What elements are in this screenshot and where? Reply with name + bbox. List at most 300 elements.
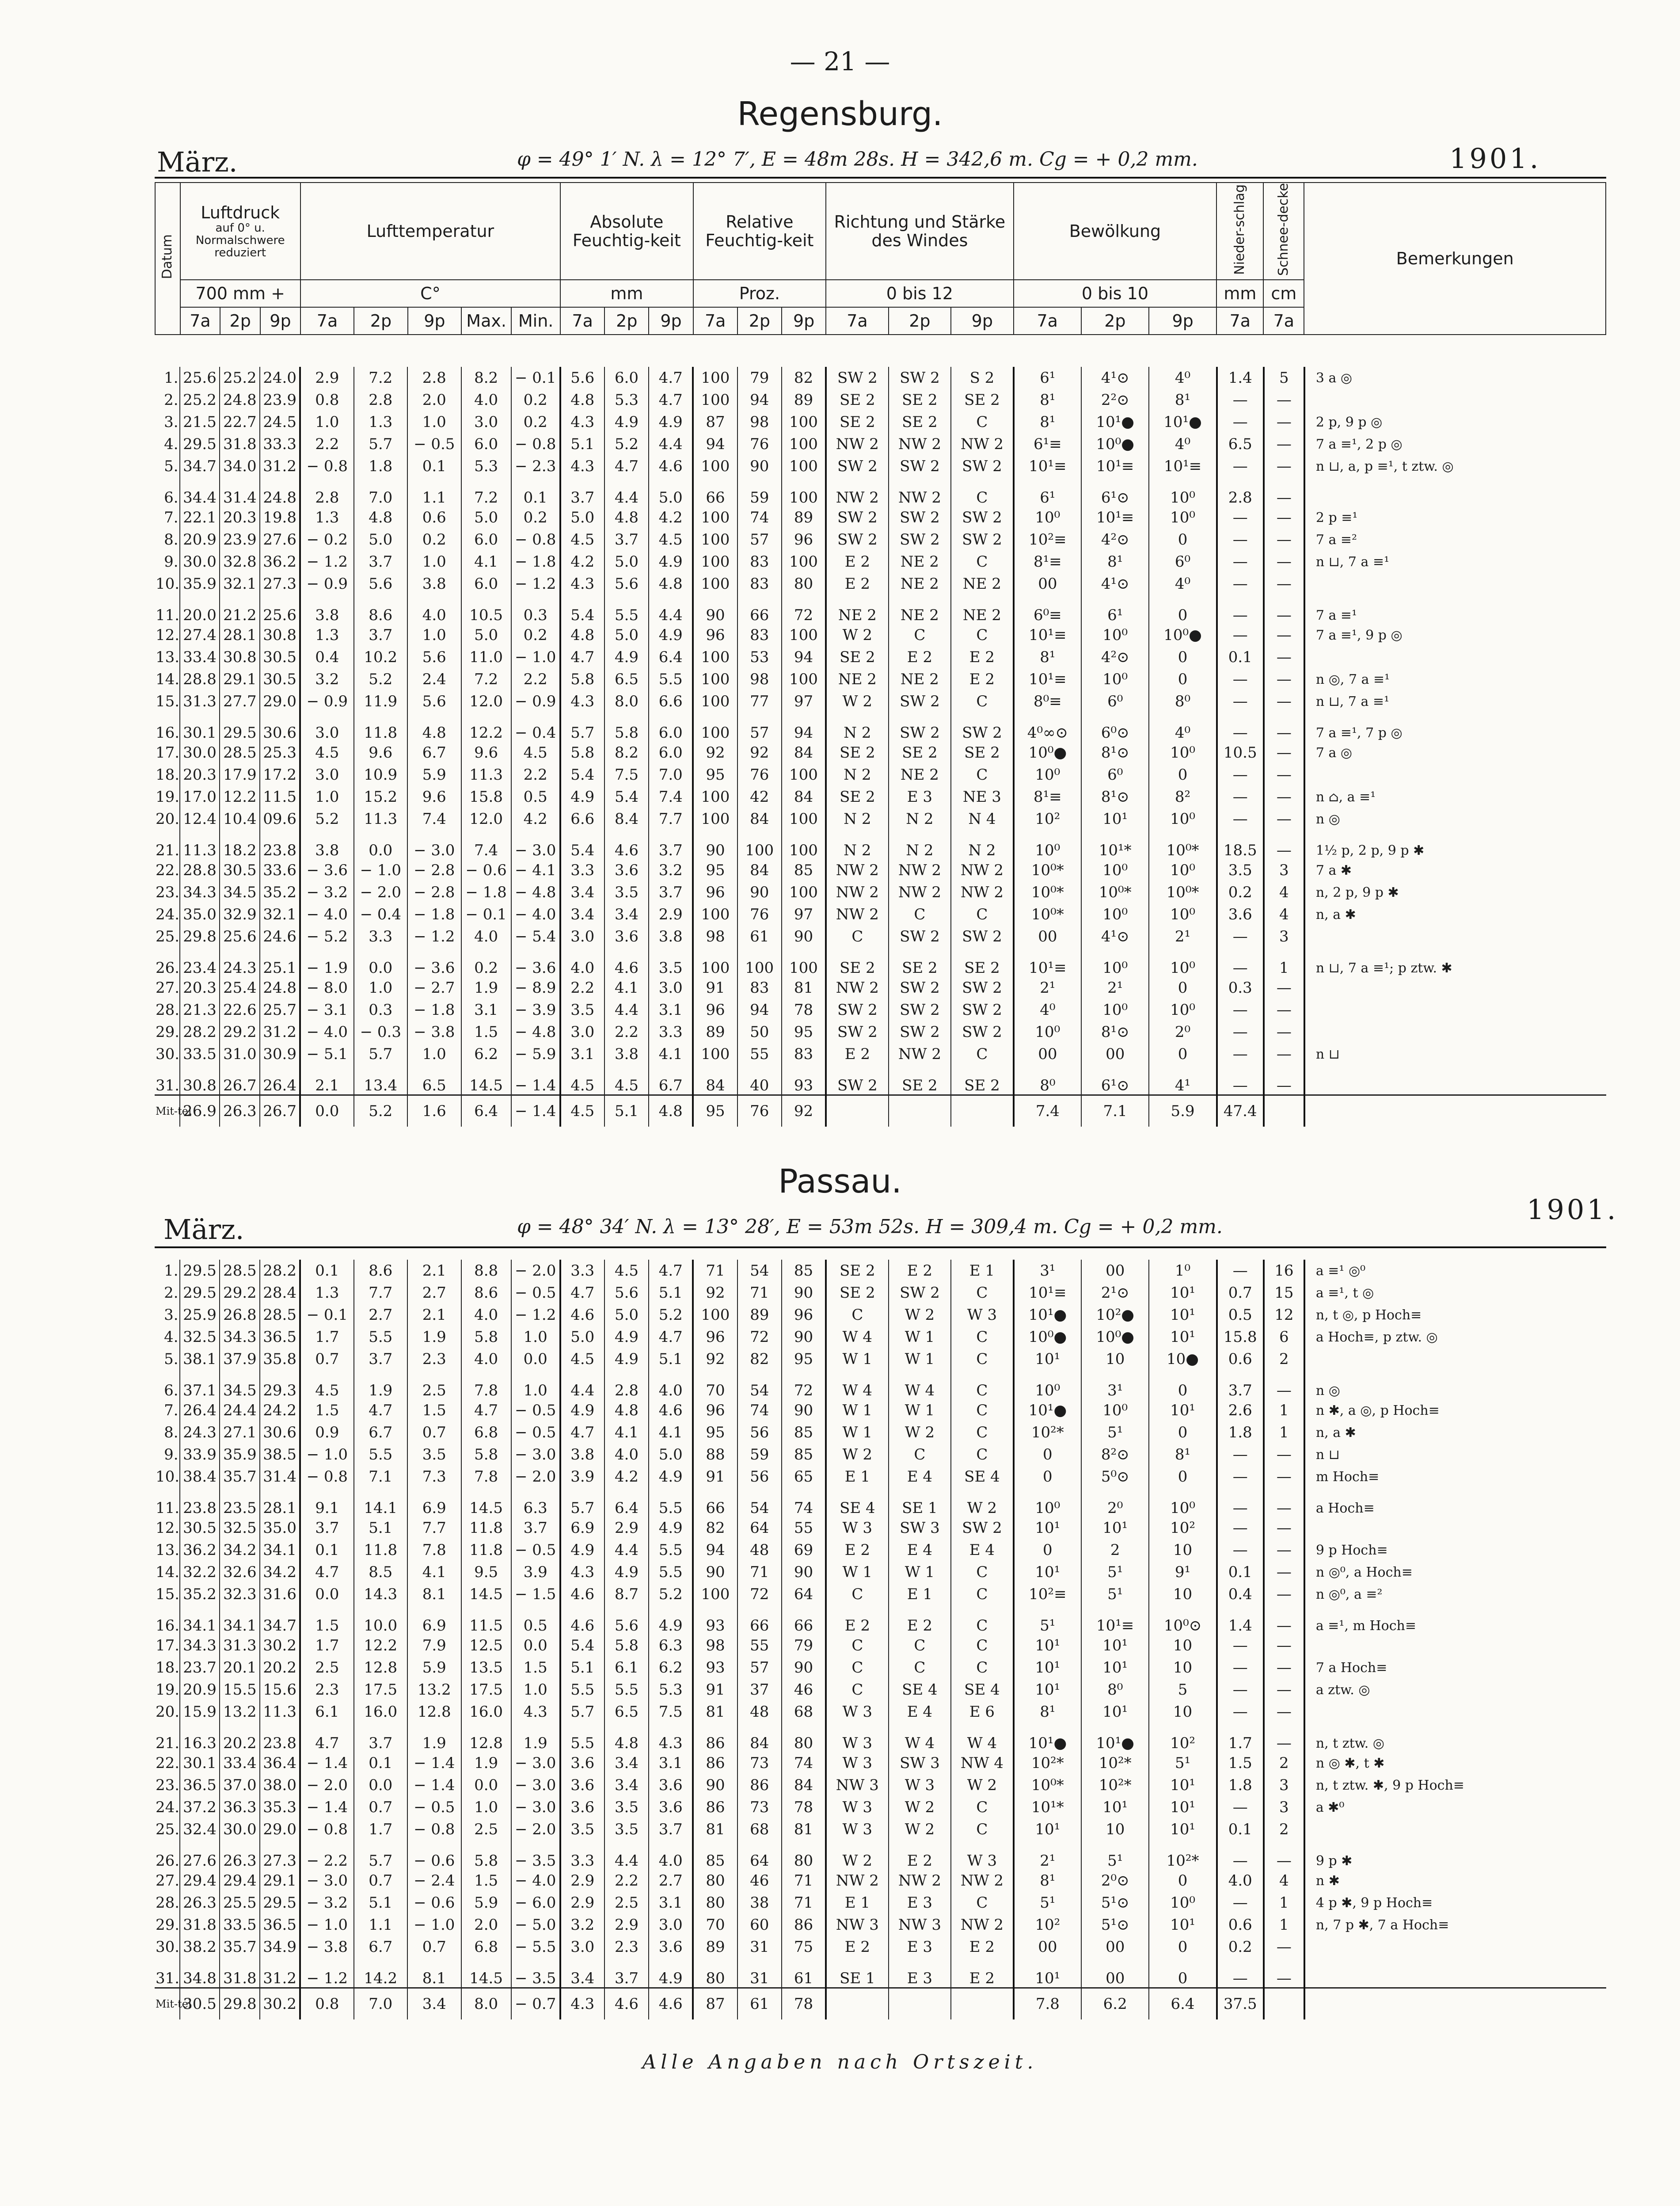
cell-temp-7a: 3.8 bbox=[300, 595, 353, 624]
cell-abs-2p: 8.0 bbox=[604, 690, 649, 712]
cell-day: 12. bbox=[156, 626, 180, 644]
cell-abs-7a: 4.3 bbox=[560, 1561, 604, 1583]
cell-wind-7a: C bbox=[826, 926, 889, 948]
cell-wind-7a: NW 2 bbox=[826, 859, 889, 881]
cell-cloud-9p: 10¹ bbox=[1149, 1774, 1216, 1796]
cell-temp-max: 5.9 bbox=[461, 1892, 511, 1914]
cell-cloud-7a: 10⁰ bbox=[1014, 507, 1081, 529]
cell-wind-2p: W 1 bbox=[889, 1326, 951, 1348]
cell-temp-min: 0.0 bbox=[511, 1348, 560, 1370]
cell-abs-9p: 4.7 bbox=[649, 1260, 693, 1282]
cell-abs-7a: 4.9 bbox=[560, 786, 604, 808]
top-rule bbox=[155, 177, 1606, 179]
cell-rel-2p: 76 bbox=[737, 764, 782, 786]
cell-cloud-7a: 10¹ bbox=[1014, 1958, 1081, 1988]
cell-temp-min: − 3.0 bbox=[511, 1796, 560, 1818]
unit-temp: C° bbox=[300, 280, 560, 307]
cell-wind-9p: C bbox=[951, 477, 1014, 507]
cell-temp-min: − 0.5 bbox=[511, 1399, 560, 1421]
cell-snow: — bbox=[1264, 411, 1304, 433]
cell-wind-7a: W 1 bbox=[826, 1421, 889, 1444]
cell-press-7a: 32.5 bbox=[180, 1326, 220, 1348]
col-9p: 9p bbox=[649, 307, 693, 335]
cell-abs-9p: 5.0 bbox=[649, 477, 693, 507]
cell-snow: 1 bbox=[1264, 1892, 1304, 1914]
cell-remarks: n ◎, 7 a ≡¹ bbox=[1304, 668, 1606, 690]
cell-press-9p: 34.1 bbox=[260, 1539, 300, 1561]
cell-remarks: n ◎ bbox=[1304, 1370, 1606, 1399]
cell-abs-7a: 3.0 bbox=[560, 1021, 604, 1043]
cell-temp-2p: 4.7 bbox=[354, 1399, 407, 1421]
header-absolute-feuchtigkeit: Absolute Feuchtig-keit bbox=[560, 183, 693, 280]
cell-temp-min: − 6.0 bbox=[511, 1892, 560, 1914]
table-row bbox=[155, 477, 1606, 507]
cell-cloud-9p: 5 bbox=[1149, 1679, 1216, 1701]
cell-press-9p: 31.6 bbox=[260, 1583, 300, 1605]
cell-remarks: n ⌂, a ≡¹ bbox=[1304, 786, 1606, 808]
cell-rel-2p: 90 bbox=[737, 455, 782, 477]
col-min: Min. bbox=[511, 307, 560, 335]
cell-day: 24. bbox=[156, 1798, 180, 1816]
cell-temp-9p: 8.1 bbox=[407, 1583, 461, 1605]
cell-wind-2p: W 1 bbox=[889, 1348, 951, 1370]
cell-press-2p: 29.8 bbox=[220, 1988, 260, 2020]
cell-abs-7a: 5.5 bbox=[560, 1679, 604, 1701]
cell-temp-max: − 0.6 bbox=[461, 859, 511, 881]
cell-temp-min: − 3.0 bbox=[511, 1444, 560, 1466]
cell-rel-9p: 80 bbox=[782, 1840, 826, 1870]
cell-temp-7a: 1.7 bbox=[300, 1634, 353, 1657]
cell-snow: — bbox=[1264, 1466, 1304, 1488]
cell-press-9p: 24.6 bbox=[260, 926, 300, 948]
cell-temp-min: − 2.0 bbox=[511, 1260, 560, 1282]
cell-temp-2p: 0.0 bbox=[354, 830, 407, 859]
cell-cloud-9p: 10⁰● bbox=[1149, 624, 1216, 646]
cell-abs-7a: 3.0 bbox=[560, 1936, 604, 1958]
table-row bbox=[155, 1774, 1606, 1796]
cell-press-7a: 37.1 bbox=[180, 1370, 220, 1399]
col-7a: 7a bbox=[1263, 307, 1304, 335]
cell-wind-7a: SE 2 bbox=[826, 1260, 889, 1282]
cell-rel-2p: 82 bbox=[737, 1348, 782, 1370]
cell-cloud-2p: 10⁰ bbox=[1081, 668, 1149, 690]
cell-abs-2p: 4.4 bbox=[604, 999, 649, 1021]
cell-press-7a: 31.8 bbox=[180, 1914, 220, 1936]
unit-bew: 0 bis 10 bbox=[1014, 280, 1217, 307]
footer-note: Alle Angaben nach Ortszeit. bbox=[642, 2051, 1038, 2073]
cell-remarks: 1½ p, 2 p, 9 p ✱ bbox=[1304, 830, 1606, 859]
table-row bbox=[155, 389, 1606, 411]
cell-cloud-7a: 10¹ bbox=[1014, 1657, 1081, 1679]
cell-abs-2p: 3.5 bbox=[604, 1818, 649, 1840]
cell-press-7a: 33.4 bbox=[180, 646, 220, 668]
cell-press-2p: 22.7 bbox=[220, 411, 260, 433]
header-wind: Richtung und Stärke des Windes bbox=[826, 183, 1013, 280]
cell-press-7a: 34.3 bbox=[180, 1634, 220, 1657]
cell-temp-max: 7.8 bbox=[461, 1370, 511, 1399]
cell-temp-2p: − 0.3 bbox=[354, 1021, 407, 1043]
cell-press-7a: 36.2 bbox=[180, 1539, 220, 1561]
cell-abs-9p: 4.1 bbox=[649, 1421, 693, 1444]
cell-remarks: n ◎⁰, a Hoch≡ bbox=[1304, 1561, 1606, 1583]
cell-day: 31. bbox=[156, 1970, 180, 1987]
cell-cloud-9p: 10⁰ bbox=[1149, 1892, 1216, 1914]
cell-abs-7a: 4.0 bbox=[560, 948, 604, 977]
cell-remarks: 7 a ≡¹, 2 p ◎ bbox=[1304, 433, 1606, 455]
cell-wind-2p: E 3 bbox=[889, 786, 951, 808]
cell-abs-9p: 4.6 bbox=[649, 1399, 693, 1421]
cell-press-2p: 20.3 bbox=[220, 507, 260, 529]
cell-cloud-9p: 10¹ bbox=[1149, 1818, 1216, 1840]
cell-temp-7a: − 3.1 bbox=[300, 999, 353, 1021]
cell-wind-7a: NW 2 bbox=[826, 477, 889, 507]
cell-rel-7a: 81 bbox=[693, 1818, 737, 1840]
cell-wind-9p: W 2 bbox=[951, 1488, 1014, 1517]
cell-temp-max: 11.0 bbox=[461, 646, 511, 668]
cell-abs-9p: 7.5 bbox=[649, 1701, 693, 1723]
cell-temp-2p: 10.9 bbox=[354, 764, 407, 786]
table-row bbox=[155, 1466, 1606, 1488]
cell-temp-min: 4.5 bbox=[511, 742, 560, 764]
cell-press-9p: 34.9 bbox=[260, 1936, 300, 1958]
cell-remarks: a ≡¹, t ◎ bbox=[1304, 1282, 1606, 1304]
cell-day: 8. bbox=[164, 1424, 179, 1441]
cell-wind-2p: NE 2 bbox=[889, 668, 951, 690]
cell-rel-7a: 100 bbox=[693, 668, 737, 690]
cell-press-2p: 29.5 bbox=[220, 712, 260, 742]
cell-temp-min: 2.2 bbox=[511, 764, 560, 786]
cell-wind-2p: SE 2 bbox=[889, 1065, 951, 1095]
cell-abs-9p: 5.5 bbox=[649, 1488, 693, 1517]
cell-abs-9p: 4.7 bbox=[649, 389, 693, 411]
cell-rel-9p: 95 bbox=[782, 1021, 826, 1043]
cell-press-2p: 34.2 bbox=[220, 1539, 260, 1561]
cell-abs-2p: 4.6 bbox=[604, 830, 649, 859]
cell-cloud-7a: 10¹≡ bbox=[1014, 948, 1081, 977]
cell-temp-max: 5.8 bbox=[461, 1444, 511, 1466]
cell-cloud-7a: 8⁰ bbox=[1014, 1065, 1081, 1095]
cell-wind-2p: SE 4 bbox=[889, 1679, 951, 1701]
cell-cloud-7a: 2¹ bbox=[1014, 1840, 1081, 1870]
table-row bbox=[155, 1796, 1606, 1818]
cell-press-2p: 29.2 bbox=[220, 1282, 260, 1304]
cell-remarks bbox=[1304, 646, 1606, 668]
cell-rel-7a: 100 bbox=[693, 551, 737, 573]
cell-abs-9p: 4.9 bbox=[649, 1466, 693, 1488]
cell-abs-7a: 3.6 bbox=[560, 1796, 604, 1818]
cell-day: 25. bbox=[156, 1821, 180, 1838]
cell-abs-2p: 4.1 bbox=[604, 977, 649, 999]
cell-temp-7a: 1.3 bbox=[300, 507, 353, 529]
cell-precip: — bbox=[1217, 999, 1264, 1021]
cell-rel-9p: 85 bbox=[782, 1444, 826, 1466]
cell-wind-2p: E 2 bbox=[889, 646, 951, 668]
cell-temp-7a: 1.5 bbox=[300, 1605, 353, 1634]
cell-temp-max: 12.0 bbox=[461, 808, 511, 830]
cell-temp-max: 11.3 bbox=[461, 764, 511, 786]
cell-press-7a: 20.0 bbox=[180, 595, 220, 624]
cell-rel-2p: 38 bbox=[737, 1892, 782, 1914]
cell-press-9p: 38.5 bbox=[260, 1444, 300, 1466]
cell-abs-7a: 3.7 bbox=[560, 477, 604, 507]
cell-snow: — bbox=[1264, 1840, 1304, 1870]
cell-snow: — bbox=[1264, 1021, 1304, 1043]
cell-wind-2p: SW 2 bbox=[889, 367, 951, 389]
cell-temp-9p: − 1.2 bbox=[407, 926, 461, 948]
table-row bbox=[155, 1326, 1606, 1348]
cell-press-7a: 23.7 bbox=[180, 1657, 220, 1679]
table-row bbox=[155, 1043, 1606, 1065]
cell-abs-7a: 5.4 bbox=[560, 595, 604, 624]
cell-cloud-7a: 8¹ bbox=[1014, 389, 1081, 411]
cell-press-7a: 26.4 bbox=[180, 1399, 220, 1421]
cell-wind-2p: NW 2 bbox=[889, 477, 951, 507]
cell-remarks: m Hoch≡ bbox=[1304, 1466, 1606, 1488]
cell-temp-7a: 0.7 bbox=[300, 1348, 353, 1370]
cell-abs-9p: 3.7 bbox=[649, 1818, 693, 1840]
cell-temp-max: 1.5 bbox=[461, 1021, 511, 1043]
cell-abs-7a: 3.6 bbox=[560, 1774, 604, 1796]
cell-temp-max: 5.8 bbox=[461, 1326, 511, 1348]
cell-press-2p: 26.3 bbox=[220, 1095, 260, 1127]
cell-rel-2p: 100 bbox=[737, 830, 782, 859]
cell-snow: 2 bbox=[1264, 1348, 1304, 1370]
cell-press-7a: 22.1 bbox=[180, 507, 220, 529]
cell-abs-7a: 4.5 bbox=[560, 529, 604, 551]
cell-day: 7. bbox=[164, 1402, 179, 1419]
cell-abs-2p: 4.8 bbox=[604, 1723, 649, 1752]
cell-wind-9p: NW 4 bbox=[951, 1752, 1014, 1774]
cell-temp-9p: 13.2 bbox=[407, 1679, 461, 1701]
cell-snow: 1 bbox=[1264, 1399, 1304, 1421]
cell-temp-7a: 0.0 bbox=[300, 1583, 353, 1605]
cell-abs-9p: 5.3 bbox=[649, 1679, 693, 1701]
cell-press-2p: 24.3 bbox=[220, 948, 260, 977]
cell-cloud-7a: 10¹ bbox=[1014, 1634, 1081, 1657]
cell-abs-9p: 3.5 bbox=[649, 948, 693, 977]
cell-abs-7a: 3.4 bbox=[560, 881, 604, 903]
cell-cloud-7a: 5¹ bbox=[1014, 1892, 1081, 1914]
cell-wind-2p: SW 2 bbox=[889, 712, 951, 742]
cell-abs-7a: 5.1 bbox=[560, 433, 604, 455]
cell-remarks: n ⊔ bbox=[1304, 1043, 1606, 1065]
cell-temp-max: 6.8 bbox=[461, 1936, 511, 1958]
cell-day: 30. bbox=[156, 1938, 180, 1956]
cell-temp-2p: 0.3 bbox=[354, 999, 407, 1021]
cell-temp-2p: 2.7 bbox=[354, 1304, 407, 1326]
cell-cloud-9p: 10²* bbox=[1149, 1840, 1216, 1870]
cell-press-2p: 20.1 bbox=[220, 1657, 260, 1679]
cell-abs-2p: 4.8 bbox=[604, 507, 649, 529]
cell-rel-9p: 83 bbox=[782, 1043, 826, 1065]
cell-press-9p: 28.2 bbox=[260, 1260, 300, 1282]
cell-abs-2p: 4.1 bbox=[604, 1421, 649, 1444]
cell-temp-2p: 6.7 bbox=[354, 1421, 407, 1444]
cell-cloud-2p: 2⁰⊙ bbox=[1081, 1870, 1149, 1892]
cell-press-7a: 30.5 bbox=[180, 1988, 220, 2020]
cell-remarks bbox=[1304, 1818, 1606, 1840]
header-datum: Datum bbox=[155, 183, 180, 335]
cell-press-7a: 34.1 bbox=[180, 1605, 220, 1634]
cell-cloud-7a: 6⁰≡ bbox=[1014, 595, 1081, 624]
cell-rel-2p: 54 bbox=[737, 1370, 782, 1399]
cell-abs-9p: 5.2 bbox=[649, 1304, 693, 1326]
cell-temp-7a: 5.2 bbox=[300, 808, 353, 830]
cell-day: 1. bbox=[164, 1262, 179, 1280]
cell-snow bbox=[1264, 1988, 1304, 2020]
cell-rel-2p: 37 bbox=[737, 1679, 782, 1701]
cell-temp-2p: 3.7 bbox=[354, 1348, 407, 1370]
cell-cloud-2p: 10 bbox=[1081, 1818, 1149, 1840]
cell-press-2p: 34.0 bbox=[220, 455, 260, 477]
cell-wind-2p: SE 2 bbox=[889, 411, 951, 433]
cell-temp-7a: − 1.0 bbox=[300, 1444, 353, 1466]
cell-precip: 18.5 bbox=[1217, 830, 1264, 859]
cell-remarks: n ◎ ✱, t ✱ bbox=[1304, 1752, 1606, 1774]
cell-wind-2p: E 3 bbox=[889, 1892, 951, 1914]
cell-wind-7a: NW 2 bbox=[826, 433, 889, 455]
cell-wind-2p: NW 2 bbox=[889, 1870, 951, 1892]
cell-temp-2p: 0.7 bbox=[354, 1870, 407, 1892]
cell-abs-2p: 5.4 bbox=[604, 786, 649, 808]
cell-abs-9p: 4.2 bbox=[649, 507, 693, 529]
cell-temp-max: 3.0 bbox=[461, 411, 511, 433]
cell-temp-max: 14.5 bbox=[461, 1065, 511, 1095]
cell-temp-7a: 1.7 bbox=[300, 1326, 353, 1348]
cell-abs-9p: 4.4 bbox=[649, 433, 693, 455]
col-9p: 9p bbox=[1149, 307, 1216, 335]
cell-rel-7a: 96 bbox=[693, 999, 737, 1021]
cell-remarks: 9 p Hoch≡ bbox=[1304, 1539, 1606, 1561]
cell-precip: — bbox=[1217, 1840, 1264, 1870]
cell-abs-7a: 4.3 bbox=[560, 690, 604, 712]
cell-wind-2p: NW 2 bbox=[889, 859, 951, 881]
cell-temp-2p: 11.9 bbox=[354, 690, 407, 712]
cell-press-2p: 35.7 bbox=[220, 1936, 260, 1958]
cell-rel-2p: 79 bbox=[737, 367, 782, 389]
cell-temp-2p: 12.2 bbox=[354, 1634, 407, 1657]
cell-temp-9p: 0.1 bbox=[407, 455, 461, 477]
cell-temp-max: 1.9 bbox=[461, 1752, 511, 1774]
cell-abs-9p: 3.7 bbox=[649, 881, 693, 903]
cell-day: 21. bbox=[156, 1734, 180, 1752]
cell-abs-9p: 4.5 bbox=[649, 529, 693, 551]
cell-press-2p: 31.8 bbox=[220, 433, 260, 455]
cell-wind-2p: E 1 bbox=[889, 1583, 951, 1605]
cell-wind-9p: W 3 bbox=[951, 1840, 1014, 1870]
cell-cloud-9p: 10⁰ bbox=[1149, 808, 1216, 830]
cell-temp-2p: 5.7 bbox=[354, 1043, 407, 1065]
cell-wind-2p: SW 2 bbox=[889, 507, 951, 529]
cell-cloud-9p: 10⁰ bbox=[1149, 859, 1216, 881]
table-row bbox=[155, 1517, 1606, 1539]
cell-rel-7a: 80 bbox=[693, 1870, 737, 1892]
cell-cloud-2p: 10²* bbox=[1081, 1752, 1149, 1774]
cell-abs-2p: 2.9 bbox=[604, 1517, 649, 1539]
cell-abs-7a: 3.5 bbox=[560, 999, 604, 1021]
column-header bbox=[155, 182, 1606, 335]
cell-day: 16. bbox=[156, 724, 180, 742]
cell-press-9p: 11.3 bbox=[260, 1701, 300, 1723]
cell-day: 9. bbox=[164, 1446, 179, 1463]
cell-wind-9p: C bbox=[951, 764, 1014, 786]
cell-wind-2p: SE 2 bbox=[889, 742, 951, 764]
cell-press-2p: 32.6 bbox=[220, 1561, 260, 1583]
cell-rel-7a: 91 bbox=[693, 1466, 737, 1488]
cell-wind-9p: NW 2 bbox=[951, 1870, 1014, 1892]
cell-temp-min: − 1.5 bbox=[511, 1583, 560, 1605]
cell-wind-9p: SE 2 bbox=[951, 742, 1014, 764]
cell-temp-2p: 16.0 bbox=[354, 1701, 407, 1723]
cell-temp-9p: 7.9 bbox=[407, 1634, 461, 1657]
cell-wind-2p: SE 2 bbox=[889, 948, 951, 977]
cell-precip: — bbox=[1217, 1958, 1264, 1988]
cell-remarks: a Hoch≡, p ztw. ◎ bbox=[1304, 1326, 1606, 1348]
cell-press-9p: 34.2 bbox=[260, 1561, 300, 1583]
cell-cloud-9p: 0 bbox=[1149, 1043, 1216, 1065]
cell-precip: — bbox=[1217, 507, 1264, 529]
cell-temp-max: 1.9 bbox=[461, 977, 511, 999]
cell-rel-7a: 81 bbox=[693, 1701, 737, 1723]
cell-temp-7a: 0.9 bbox=[300, 1421, 353, 1444]
cell-remarks: 7 a Hoch≡ bbox=[1304, 1657, 1606, 1679]
cell-press-2p: 32.5 bbox=[220, 1517, 260, 1539]
cell-rel-7a: 95 bbox=[693, 764, 737, 786]
cell-temp-min: − 0.5 bbox=[511, 1539, 560, 1561]
cell-snow: 1 bbox=[1264, 1421, 1304, 1444]
cell-rel-7a: 87 bbox=[693, 1988, 737, 2020]
cell-rel-7a: 91 bbox=[693, 1679, 737, 1701]
cell-remarks: n ◎ bbox=[1304, 808, 1606, 830]
cell-abs-7a: 5.7 bbox=[560, 712, 604, 742]
cell-press-7a: 35.2 bbox=[180, 1583, 220, 1605]
cell-rel-7a: 92 bbox=[693, 1282, 737, 1304]
header-luftdruck: Luftdruck auf 0° u. Normalschwere reduziert bbox=[180, 183, 300, 280]
cell-wind-9p: NE 2 bbox=[951, 573, 1014, 595]
cell-snow: — bbox=[1264, 690, 1304, 712]
cell-rel-7a: 100 bbox=[693, 367, 737, 389]
cell-abs-9p: 5.1 bbox=[649, 1348, 693, 1370]
cell-press-7a: 12.4 bbox=[180, 808, 220, 830]
cell-wind-9p bbox=[951, 1988, 1014, 2020]
table-row bbox=[155, 1539, 1606, 1561]
cell-abs-9p: 6.0 bbox=[649, 742, 693, 764]
cell-abs-7a: 2.9 bbox=[560, 1892, 604, 1914]
cell-cloud-2p: 10¹ bbox=[1081, 1796, 1149, 1818]
page-number: — 21 — bbox=[790, 46, 890, 76]
cell-abs-7a: 3.1 bbox=[560, 1043, 604, 1065]
cell-wind-7a: W 4 bbox=[826, 1370, 889, 1399]
cell-temp-min: − 1.0 bbox=[511, 646, 560, 668]
cell-press-7a: 30.5 bbox=[180, 1517, 220, 1539]
cell-press-7a: 30.8 bbox=[180, 1065, 220, 1095]
cell-wind-2p bbox=[889, 1988, 951, 2020]
table-row bbox=[155, 573, 1606, 595]
cell-temp-min: − 5.4 bbox=[511, 926, 560, 948]
cell-day: 15. bbox=[156, 693, 180, 710]
cell-abs-9p: 3.0 bbox=[649, 977, 693, 999]
cell-temp-7a: 3.0 bbox=[300, 764, 353, 786]
cell-temp-7a: 0.0 bbox=[300, 1095, 353, 1127]
cell-temp-max: 7.4 bbox=[461, 830, 511, 859]
cell-abs-9p: 5.5 bbox=[649, 1539, 693, 1561]
cell-cloud-7a: 10¹● bbox=[1014, 1723, 1081, 1752]
cell-abs-7a: 4.3 bbox=[560, 573, 604, 595]
cell-wind-7a: E 2 bbox=[826, 1936, 889, 1958]
cell-press-7a: 31.3 bbox=[180, 690, 220, 712]
cell-temp-7a: 2.9 bbox=[300, 367, 353, 389]
cell-rel-2p: 77 bbox=[737, 690, 782, 712]
